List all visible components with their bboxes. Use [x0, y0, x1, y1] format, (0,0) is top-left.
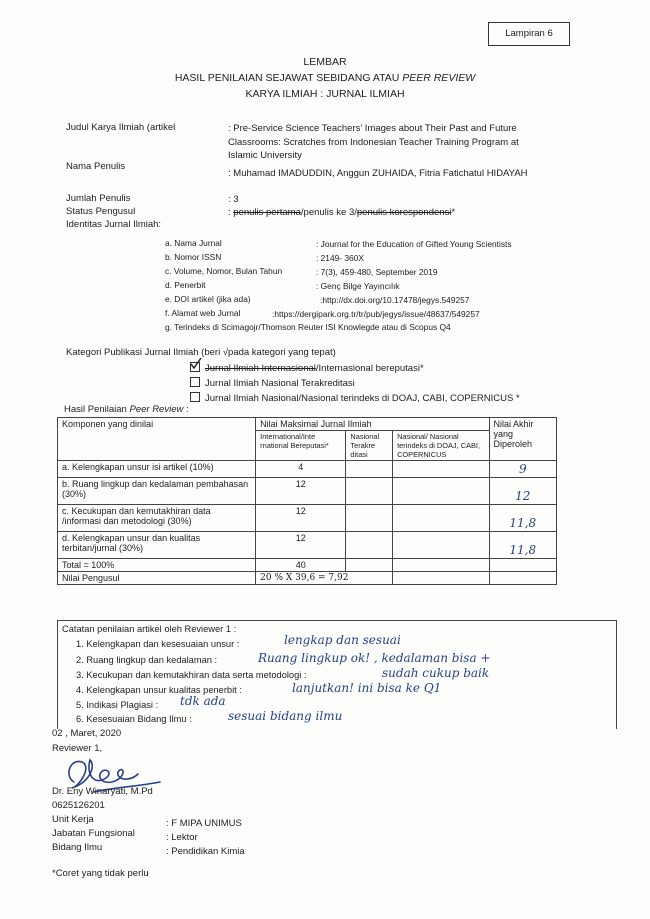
komponen-d: d. Kelengkapan unsur dan kualitas terbitan/jurnal (30%): [58, 532, 256, 559]
journal-label-d: d. Penerbit: [165, 280, 206, 290]
empty-cell: [393, 532, 489, 559]
footnote: *Coret yang tidak perlu: [52, 868, 149, 879]
table-row: [58, 478, 557, 505]
check-mark-icon: [190, 358, 202, 370]
status-colon: :: [228, 207, 234, 218]
journal-value-c: : 7(3), 459-480, September 2019: [316, 267, 438, 277]
status-strike2: penulis korespondensi: [356, 207, 452, 218]
komponen-b: b. Ruang lingkup dan kedalaman pembahasan (30%): [58, 478, 256, 505]
signer-name: Dr. Eny Winaryati, M.Pd: [52, 786, 153, 797]
total-value: 40: [256, 559, 346, 572]
status-mid: /penulis ke 3/: [300, 207, 357, 218]
kategori-option-1: [190, 362, 424, 374]
penulis-label: Nama Penulis: [66, 161, 126, 172]
status-label: Status Pengusul: [66, 206, 136, 217]
empty-cell: [393, 559, 489, 572]
catatan-label-2: 2. Ruang lingkup dan kedalaman :: [76, 655, 218, 665]
empty-cell: [393, 505, 489, 532]
header-nilai-akhir: Nilai Akhir yang Diperoleh: [489, 418, 556, 461]
kategori-option-1-rest: /Internasional bereputasi*: [315, 363, 424, 374]
catatan-label-1: 1. Kelengkapan dan kesesuaian unsur :: [76, 639, 240, 649]
catatan-hand-5: tdk ada: [180, 694, 226, 708]
table-row: [58, 461, 557, 478]
unit-label: Unit Kerja: [52, 814, 94, 825]
kategori-label: Kategori Publikasi Jurnal Ilmiah (beri √pada kategori yang tepat): [66, 347, 336, 358]
catatan-label-6: 6. Kesesuaian Bidang Ilmu :: [76, 714, 192, 724]
komponen-a: a. Kelengkapan unsur isi artikel (10%): [58, 461, 256, 478]
maks-a: 4: [256, 461, 346, 478]
catatan-label-5: 5. Indikasi Plagiasi :: [76, 700, 159, 710]
journal-label-c: c. Volume, Nomor, Bulan Tahun: [165, 266, 283, 276]
hasil-label-prefix: Hasil Penilaian: [64, 404, 130, 415]
kategori-option-1-strike: Jurnal Ilmiah Internasional: [205, 363, 316, 374]
kategori-option-2: [190, 377, 355, 389]
judul-label: Judul Karya Ilmiah (artikel: [66, 122, 176, 133]
maks-c: 12: [256, 505, 346, 532]
jumlah-label: Jumlah Penulis: [66, 193, 131, 204]
catatan-hand-2: Ruang lingkup ok! , kedalaman bisa +: [258, 651, 491, 665]
bidang-label: Bidang Ilmu: [52, 842, 103, 853]
empty-cell: [489, 559, 556, 572]
identitas-label: Identitas Jurnal Ilmiah:: [66, 219, 162, 230]
header-nasional-terindeks: Nasional/ Nasional terindeks di DOAJ, CABI, COPERNICUS: [393, 431, 489, 461]
akhir-b: 12: [489, 478, 556, 505]
judul-value: : Pre-Service Science Teachers' Images about Their Past and Future Classrooms: Scratches from Indonesian Teacher Training Program at Islamic University: [228, 123, 519, 161]
header-nilai-maks: Nilai Maksimal Jurnal Ilmiah: [256, 418, 489, 431]
kategori-option-3: [190, 392, 520, 404]
empty-cell: [346, 532, 393, 559]
signer-nidn: 0625126201: [52, 800, 105, 811]
jabatan-value: : Lektor: [166, 832, 198, 843]
header-komponen: Komponen yang dinilai: [58, 418, 256, 461]
title-line2-prefix: HASIL PENILAIAN SEJAWAT SEBIDANG ATAU: [174, 72, 403, 84]
empty-cell: [346, 478, 393, 505]
table-row: [58, 559, 557, 572]
empty-cell: [346, 461, 393, 478]
unit-value: : F MIPA UNIMUS: [166, 818, 242, 829]
catatan-hand-3: sudah cukup baik: [382, 666, 490, 680]
maks-d: 12: [256, 532, 346, 559]
status-value: [228, 206, 455, 220]
pengusul-label: Nilai Pengusul: [58, 572, 256, 585]
date: 02 , Maret, 2020: [52, 728, 122, 739]
catatan-hand-6: sesuai bidang ilmu: [228, 709, 343, 723]
catatan-hand-4: lanjutkan! ini bisa ke Q1: [292, 681, 442, 695]
hasil-label: [64, 404, 189, 415]
maks-b: 12: [256, 478, 346, 505]
table-row: [58, 532, 557, 559]
journal-value-a: : Journal for the Education of Gifted Young Scientists: [316, 239, 512, 249]
title-line2-italic: PEER REVIEW: [402, 72, 476, 84]
journal-label-e: e. DOI artikel (jika ada): [165, 294, 251, 304]
journal-label-g: g. Terindeks di Scimagojr/Thomson Reuter ISI Knowlegde atau di Scopus Q4: [165, 322, 451, 332]
empty-cell: [346, 505, 393, 532]
total-label: Total = 100%: [58, 559, 256, 572]
table-row: [58, 572, 557, 585]
checkbox-empty[interactable]: [190, 392, 200, 402]
komponen-c: c. Kecukupan dan kemutakhiran data /informasi dan metodologi (30%): [58, 505, 256, 532]
jumlah-value: : 3: [228, 194, 239, 205]
kategori-option-2-label: Jurnal Ilmiah Nasional Terakreditasi: [205, 378, 355, 389]
catatan-label-4: 4. Kelengkapan unsur kualitas penerbit :: [76, 685, 242, 695]
journal-label-b: b. Nomor ISSN: [165, 252, 222, 262]
checkbox-checked[interactable]: [190, 362, 200, 372]
title-line1: LEMBAR: [303, 56, 347, 68]
assessment-table: [57, 417, 557, 585]
table-row: [58, 505, 557, 532]
hasil-label-italic: Peer Review: [129, 404, 184, 415]
catatan-hand-1: lengkap dan sesuai: [284, 633, 401, 647]
journal-value-e: :http://dx.doi.org/10.17478/jegys.549257: [320, 295, 470, 305]
akhir-d: 11,8: [489, 532, 556, 559]
jabatan-label: Jabatan Fungsional: [52, 828, 135, 839]
journal-label-a: a. Nama Jurnal: [165, 238, 222, 248]
empty-cell: [346, 559, 393, 572]
status-end: *: [451, 207, 456, 218]
akhir-a: 9: [489, 461, 556, 478]
empty-cell: [489, 572, 556, 585]
journal-value-f: :https://dergipark.org.tr/tr/pub/jegys/issue/48637/549257: [272, 309, 480, 319]
empty-cell: [393, 478, 489, 505]
catatan-title: Catatan penilaian artikel oleh Reviewer 1 :: [62, 624, 237, 634]
header-nasional: Nasional Terakre ditasi: [346, 431, 393, 461]
title-line3: KARYA ILMIAH : JURNAL ILMIAH: [245, 88, 405, 100]
title-line2: [0, 72, 650, 84]
lampiran-label: Lampiran 6: [505, 28, 553, 39]
status-strike1: penulis pertama: [233, 207, 301, 218]
empty-cell: [393, 461, 489, 478]
pengusul-value: 20 % X 39,6 = 7,92: [256, 572, 393, 585]
journal-value-d: : Genç Bilge Yayıncılık: [316, 281, 400, 291]
bidang-value: : Pendidikan Kimia: [166, 846, 245, 857]
catatan-label-3: 3. Kecukupan dan kemutakhiran data serta metodologi :: [76, 670, 307, 680]
journal-value-b: : 2149- 360X: [316, 253, 364, 263]
penulis-value: : Muhamad IMADUDDIN, Anggun ZUHAIDA, Fitria Fatichatul HIDAYAH: [228, 168, 528, 179]
journal-label-f: f. Alamat web Jurnal: [165, 308, 241, 318]
lampiran-box: [488, 22, 570, 46]
reviewer-label: Reviewer 1,: [52, 743, 103, 754]
header-international: International/Inte rnational Bereputasi*: [256, 431, 346, 461]
checkbox-empty[interactable]: [190, 377, 200, 387]
akhir-c: 11,8: [489, 505, 556, 532]
empty-cell: [393, 572, 489, 585]
hasil-label-suffix: :: [183, 404, 189, 415]
kategori-option-3-label: Jurnal Ilmiah Nasional/Nasional terindeks di DOAJ, CABI, COPERNICUS *: [205, 393, 520, 404]
